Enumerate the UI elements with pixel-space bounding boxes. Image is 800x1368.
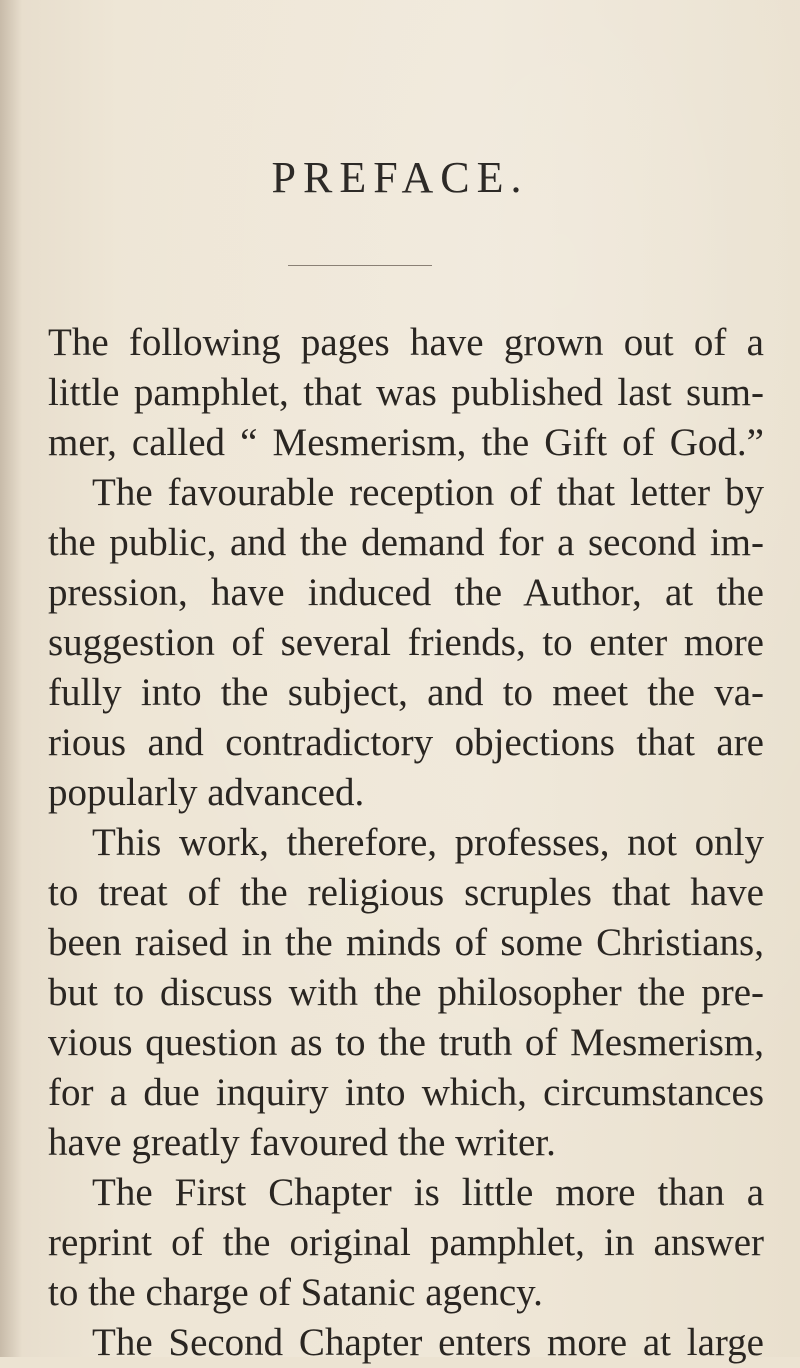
text-line: fully into the subject, and to meet the va- <box>48 671 764 714</box>
text-line: suggestion of several friends, to enter more <box>48 621 764 664</box>
text-line: The First Chapter is little more than a <box>92 1171 764 1214</box>
text-line: The favourable reception of that letter by <box>92 471 764 514</box>
text-line: have greatly favoured the writer. <box>48 1121 556 1164</box>
text-line: been raised in the minds of some Christians, <box>48 921 764 964</box>
text-line: the public, and the demand for a second im- <box>48 521 764 564</box>
text-line: to the charge of Satanic agency. <box>48 1271 543 1314</box>
text-line: pression, have induced the Author, at the <box>48 571 764 614</box>
text-line: little pamphlet, that was published last sum- <box>48 371 764 414</box>
text-line: popularly advanced. <box>48 771 365 814</box>
text-line: The following pages have grown out of a <box>48 321 764 364</box>
text-line: rious and contradictory objections that are <box>48 721 764 764</box>
text-line: The Second Chapter enters more at large <box>92 1321 764 1364</box>
text-line: reprint of the original pamphlet, in answer <box>48 1221 764 1264</box>
page-title: PREFACE. <box>271 153 529 202</box>
text-line: vious question as to the truth of Mesmerism, <box>48 1021 764 1064</box>
text-line: mer, called “ Mesmerism, the Gift of God.” <box>48 421 764 464</box>
text-line: to treat of the religious scruples that have <box>48 871 764 914</box>
text-line: This work, therefore, professes, not only <box>92 821 764 864</box>
text-line: but to discuss with the philosopher the pre- <box>48 971 764 1014</box>
text-line: for a due inquiry into which, circumstances <box>48 1071 764 1114</box>
